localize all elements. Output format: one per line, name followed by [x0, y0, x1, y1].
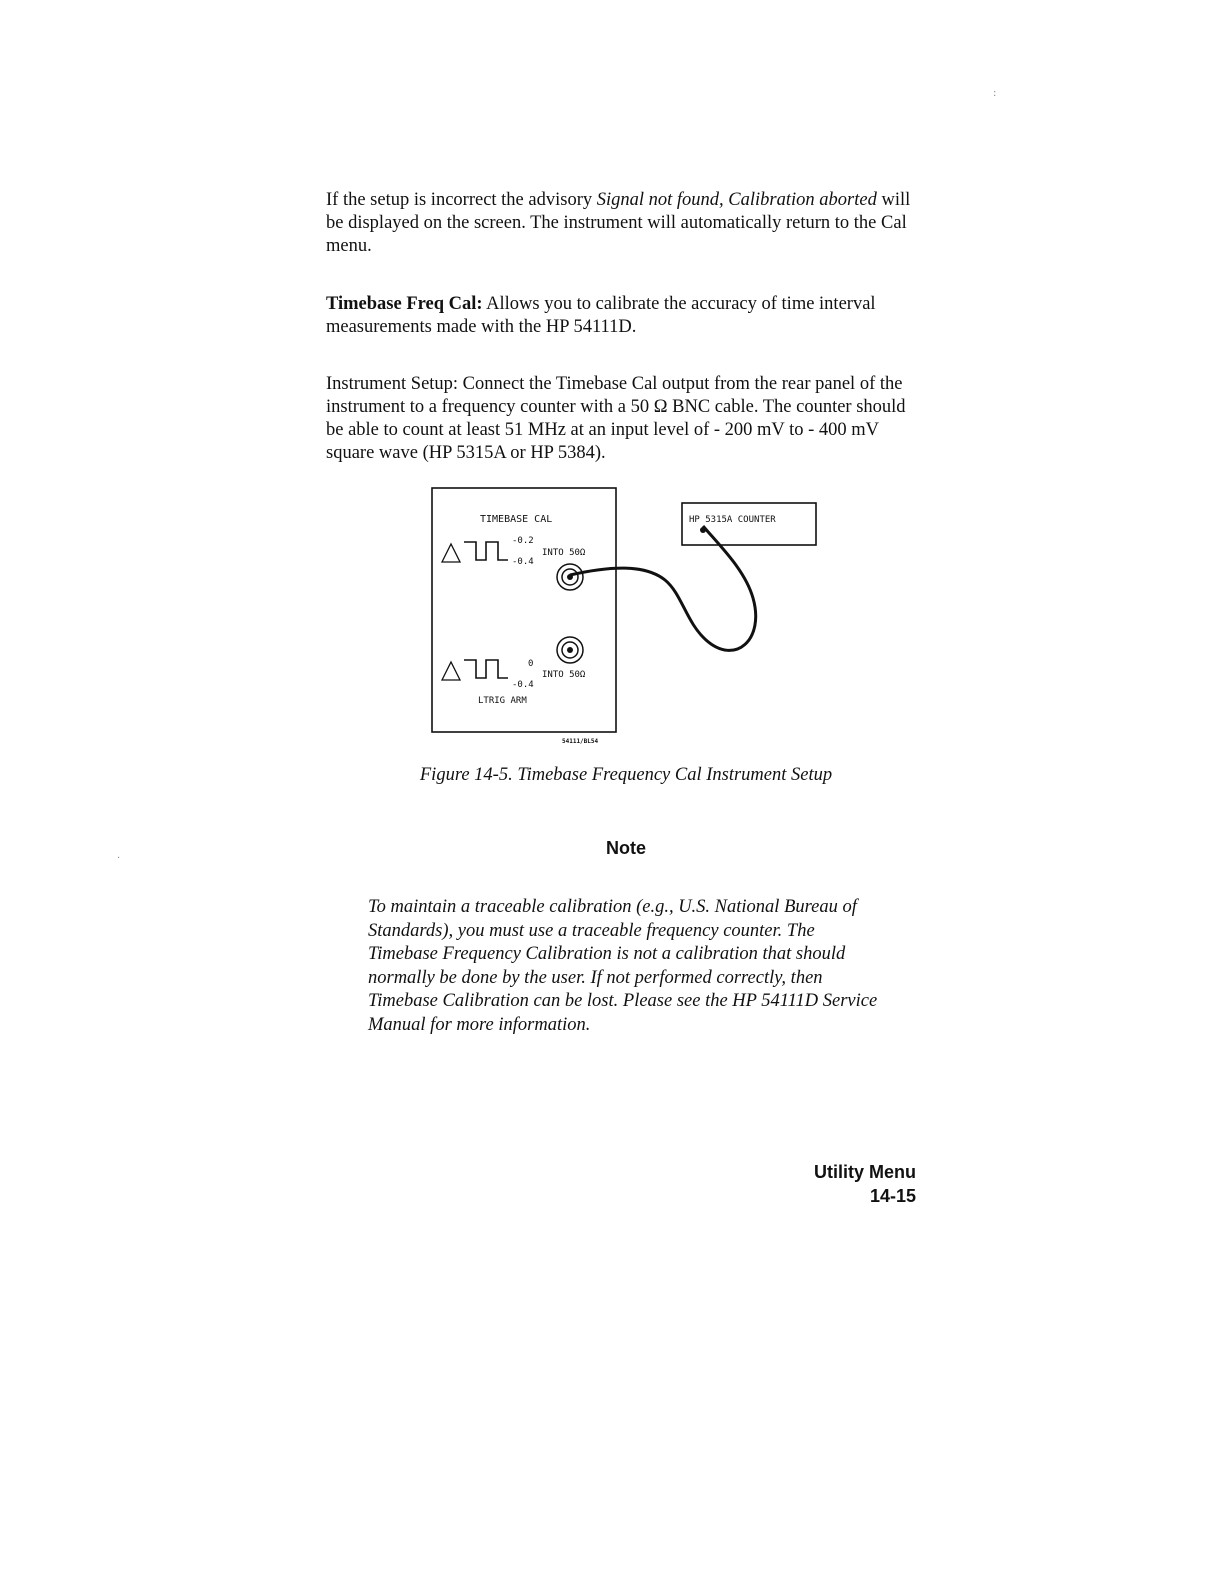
note-body: To maintain a traceable calibration (e.g., U.S. National Bureau of Standards), you must use a traceable frequency counter. The Timebase Frequency Calibration is not a calibration that should normally be done by the user. If not performed correctly, then Timebase Calibration can be lost. Please see the HP 54111D Service Manual for more information.	[368, 897, 878, 1035]
footer-section-title: Utility Menu	[814, 1162, 916, 1182]
advisory-text-before: If the setup is incorrect the advisory	[326, 190, 597, 210]
counter-label: HP 5315A COUNTER	[689, 515, 776, 525]
panel-title: TIMEBASE CAL	[480, 514, 553, 525]
advisory-paragraph	[326, 189, 926, 258]
timebase-paragraph	[326, 293, 926, 339]
upper-high-level: -0.2	[512, 536, 534, 546]
page-number: 14-15	[869, 1186, 916, 1206]
note-heading: Note	[606, 838, 646, 858]
lower-panel-label: LTRIG ARM	[478, 696, 527, 706]
counter-input-icon	[700, 527, 706, 533]
upper-termination: INTO 50Ω	[542, 548, 586, 558]
instrument-setup-paragraph: Instrument Setup: Connect the Timebase Cal output from the rear panel of the instrument to a frequency counter with a 50 Ω BNC cable. The counter should be able to count at least 51 MHz at an input level of - 200 mV to - 400 mV square wave (HP 5315A or HP 5384).	[326, 374, 906, 463]
advisory-message: Signal not found, Calibration aborted	[596, 190, 877, 210]
lower-high-level: 0	[528, 659, 534, 669]
delta-icon	[442, 544, 460, 562]
square-wave-icon	[464, 660, 508, 678]
advisory-text-after: will be displayed on the screen. The instrument will automatically return to the Cal menu.	[326, 190, 911, 256]
stray-mark: :	[993, 88, 997, 99]
figure-caption: Figure 14-5. Timebase Frequency Cal Instrument Setup	[419, 765, 833, 785]
square-wave-icon	[464, 542, 508, 560]
bnc-connector-pin	[567, 647, 573, 653]
lower-low-level: -0.4	[512, 680, 534, 690]
lower-termination: INTO 50Ω	[542, 670, 586, 680]
page-footer	[814, 1160, 916, 1208]
timebase-term: Timebase Freq Cal:	[326, 294, 483, 314]
timebase-description: Allows you to calibrate the accuracy of time interval measurements made with the HP 54111D.	[326, 294, 876, 337]
figure-code: 54111/BL54	[562, 738, 599, 745]
upper-low-level: -0.4	[512, 557, 534, 567]
stray-mark: .	[117, 850, 121, 861]
delta-icon	[442, 662, 460, 680]
timebase-cal-setup-figure	[420, 480, 840, 750]
